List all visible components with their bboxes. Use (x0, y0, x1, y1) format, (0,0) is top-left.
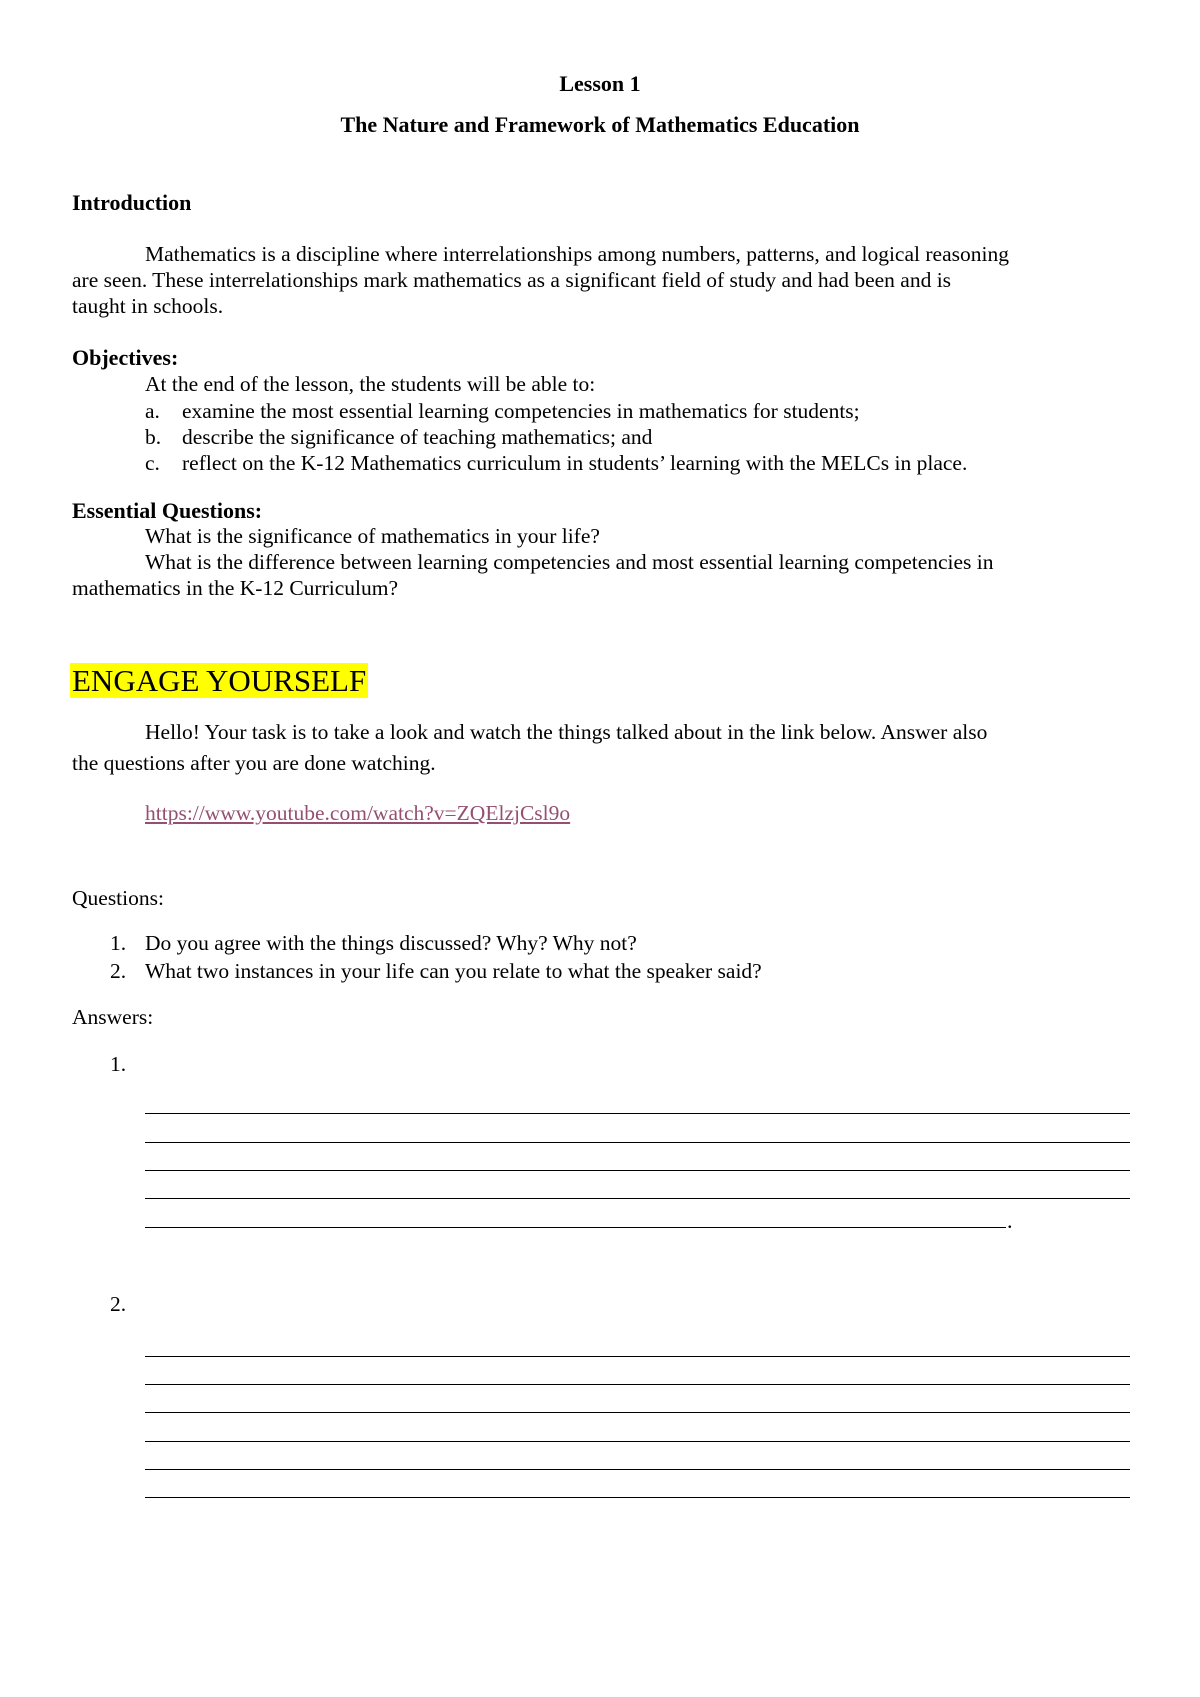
questions-label: Questions: (72, 886, 164, 910)
answer-line[interactable] (145, 1227, 1006, 1228)
answer-line[interactable] (145, 1198, 1130, 1199)
answer-line[interactable] (145, 1142, 1130, 1143)
answer-marker: 2. (110, 1292, 127, 1316)
engage-instruction-line: the questions after you are done watching. (72, 751, 436, 775)
document-title: The Nature and Framework of Mathematics Education (340, 112, 860, 137)
essential-question-line: What is the significance of mathematics in your life? (145, 524, 600, 548)
objective-item: describe the significance of teaching mathematics; and (182, 425, 653, 449)
essential-questions-heading: Essential Questions: (72, 498, 263, 523)
objective-marker: b. (145, 425, 162, 449)
answers-label: Answers: (72, 1005, 154, 1029)
video-link[interactable]: https://www.youtube.com/watch?v=ZQElzjCsl9o (145, 801, 571, 825)
introduction-line: are seen. These interrelationships mark mathematics as a significant field of study and had been and is (72, 268, 952, 292)
objective-item: examine the most essential learning competencies in mathematics for students; (182, 399, 860, 423)
answer-marker: 1. (110, 1052, 127, 1076)
objectives-lead: At the end of the lesson, the students will be able to: (145, 372, 596, 396)
introduction-line: Mathematics is a discipline where interrelationships among numbers, patterns, and logical reasoning (145, 242, 1009, 266)
answer-line[interactable] (145, 1113, 1130, 1114)
answer-end-mark: . (1007, 1208, 1013, 1233)
answer-line[interactable] (145, 1384, 1130, 1385)
question-marker: 2. (110, 959, 127, 983)
answer-line[interactable] (145, 1441, 1130, 1442)
introduction-line: taught in schools. (72, 294, 224, 318)
question-item: Do you agree with the things discussed? Why? Why not? (145, 931, 637, 955)
engage-instruction-line: Hello! Your task is to take a look and watch the things talked about in the link below. Answer also (145, 720, 988, 744)
objective-marker: c. (145, 451, 160, 475)
answer-line[interactable] (145, 1497, 1130, 1498)
question-marker: 1. (110, 931, 127, 955)
lesson-label: Lesson 1 (559, 71, 641, 96)
question-item: What two instances in your life can you relate to what the speaker said? (145, 959, 762, 983)
engage-heading-wrap (70, 661, 368, 701)
essential-question-line: mathematics in the K-12 Curriculum? (72, 576, 398, 600)
introduction-heading: Introduction (72, 190, 192, 215)
engage-heading: ENGAGE YOURSELF (72, 663, 367, 698)
essential-question-line: What is the difference between learning competencies and most essential learning competencies in (145, 550, 994, 574)
answer-line[interactable] (145, 1170, 1130, 1171)
answer-line[interactable] (145, 1356, 1130, 1357)
objectives-heading: Objectives: (72, 345, 179, 370)
objective-item: reflect on the K-12 Mathematics curriculum in students’ learning with the MELCs in place. (182, 451, 968, 475)
answer-line[interactable] (145, 1469, 1130, 1470)
answer-line[interactable] (145, 1412, 1130, 1413)
objective-marker: a. (145, 399, 160, 423)
